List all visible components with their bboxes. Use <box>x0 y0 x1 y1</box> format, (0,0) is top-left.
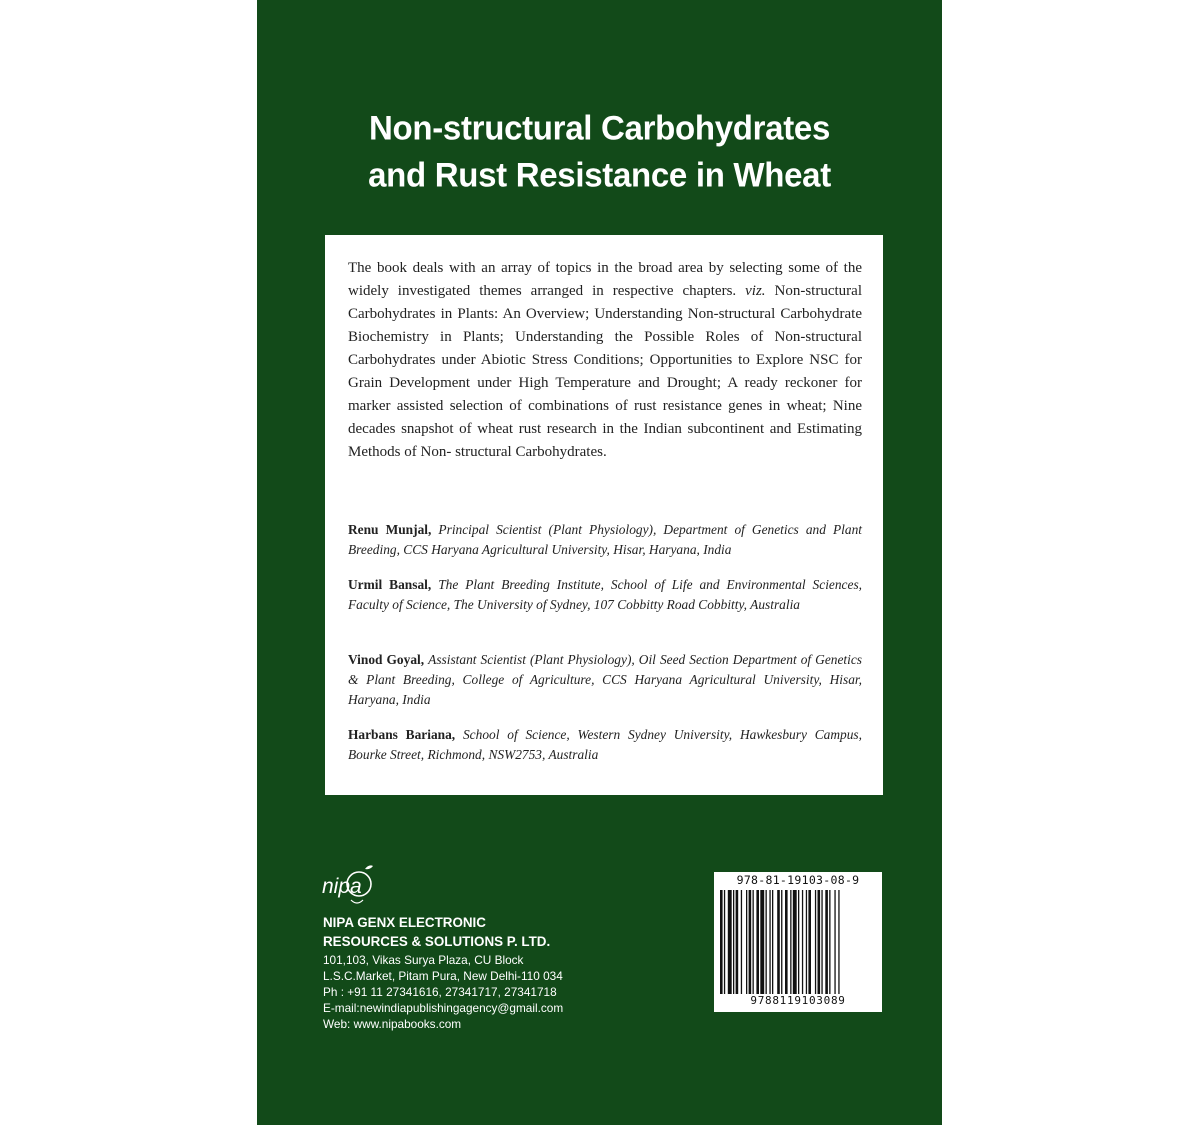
book-description <box>348 257 862 464</box>
author-name: Harbans Bariana, <box>348 727 456 742</box>
author-affiliation: Principal Scientist (Plant Physiology), Department of Genetics and Plant Breeding, CCS Haryana Agricultural University, Hisar, Haryana, India <box>348 522 862 557</box>
back-cover <box>257 0 942 1125</box>
publisher-name-line-1: NIPA GENX ELECTRONIC <box>323 915 486 930</box>
author-entry-1 <box>348 520 862 560</box>
title-line-1: Non-structural Carbohydrates <box>368 108 830 147</box>
web-line: Web: www.nipabooks.com <box>323 1017 462 1031</box>
description-panel <box>325 235 883 795</box>
author-entry-2 <box>348 575 862 615</box>
author-name: Renu Munjal, <box>348 522 432 537</box>
book-title <box>257 104 942 198</box>
nipa-logo <box>321 860 377 912</box>
address-line: L.S.C.Market, Pitam Pura, New Delhi-110 034 <box>323 969 563 983</box>
author-name: Vinod Goyal, <box>348 652 425 667</box>
isbn-number: 978-81-19103-08-9 <box>736 873 860 887</box>
publisher-address <box>323 952 563 1032</box>
author-entry-4 <box>348 725 862 765</box>
description-viz: viz. <box>745 283 766 299</box>
isbn-barcode <box>714 872 882 1012</box>
description-chapters: Non-structural Carbohydrates in Plants: An Overview; Understanding Non-structural Carbohydrate Biochemistry in Plants; Understanding the Possible Roles of Non-structural Carbohydrates under Abiotic Stress Conditions; Opportunities to Explore NSC for Grain Development under High Temperature and Drought; A ready reckoner for marker assisted selection of combinations of rust resistance genes in wheat; Nine decades snapshot of wheat rust research in the Indian subcontinent and Estimating Methods of Non- structural Carbohydrates. <box>348 283 862 460</box>
author-entry-3 <box>348 650 862 710</box>
phone-line: Ph : +91 11 27341616, 27341717, 27341718 <box>323 985 557 999</box>
publisher-name <box>323 913 563 951</box>
email-line: E-mail:newindiapublishingagency@gmail.com <box>323 1001 564 1015</box>
publisher-name-line-2: RESOURCES & SOLUTIONS P. LTD. <box>323 934 551 949</box>
logo-text: nipa <box>322 875 362 898</box>
author-name: Urmil Bansal, <box>348 577 432 592</box>
title-line-2: and Rust Resistance in Wheat <box>368 155 831 194</box>
address-line: 101,103, Vikas Surya Plaza, CU Block <box>323 953 524 967</box>
publisher-info <box>323 913 563 1032</box>
description-intro: The book deals with an array of topics in the broad area by selecting some of the widely investigated themes arranged in respective chapters. <box>348 260 862 299</box>
author-affiliation: School of Science, Western Sydney University, Hawkesbury Campus, Bourke Street, Richmond, NSW2753, Australia <box>348 727 862 762</box>
author-affiliation: Assistant Scientist (Plant Physiology), Oil Seed Section Department of Genetics & Plant Breeding, College of Agriculture, CCS Haryana Agricultural University, Hisar, Haryana, India <box>348 652 862 707</box>
author-affiliation: The Plant Breeding Institute, School of Life and Environmental Sciences, Faculty of Science, The University of Sydney, 107 Cobbitty Road Cobbitty, Australia <box>348 577 863 612</box>
barcode-icon <box>720 890 876 994</box>
barcode-digits: 9788119103089 <box>750 994 846 1007</box>
